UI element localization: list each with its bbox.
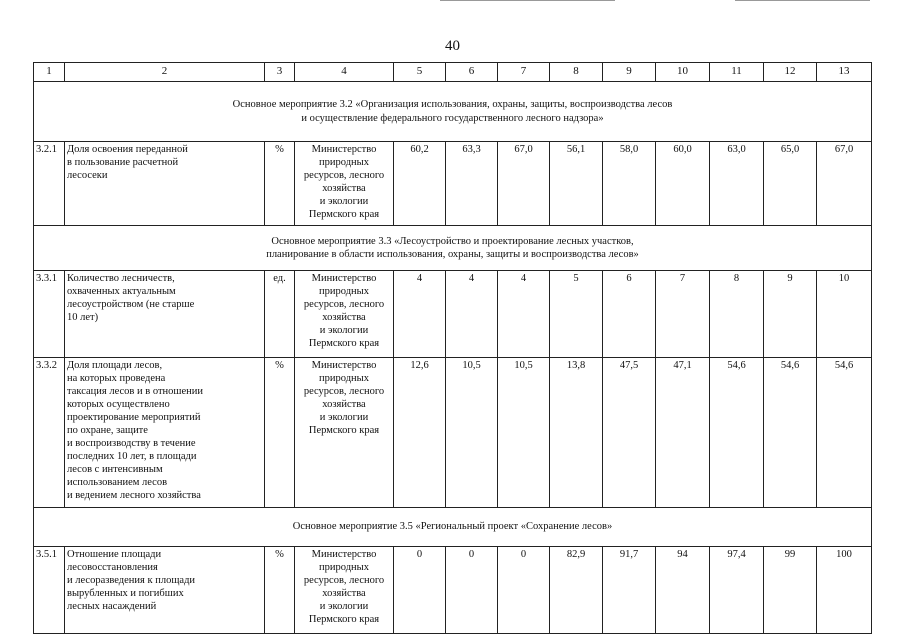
value-cell: 5 xyxy=(550,271,603,358)
value-cell: 4 xyxy=(394,271,446,358)
indicator-name-line: лесовосстановления xyxy=(67,562,158,574)
value-cell: 99 xyxy=(764,547,817,634)
responsible-line: ресурсов, лесного xyxy=(303,299,385,311)
indicator-name-line: в пользование расчетной xyxy=(67,157,179,169)
responsible xyxy=(295,547,394,634)
indicator-name-line: лесоустройством (не старше xyxy=(67,299,195,311)
responsible-line: ресурсов, лесного xyxy=(303,575,385,587)
indicator-name-line: на которых проведена xyxy=(67,373,166,385)
indicator-name-line: которых осуществлено xyxy=(67,399,170,411)
indicator-name xyxy=(65,142,265,226)
column-header: 1 xyxy=(34,63,65,82)
responsible-line: Пермского края xyxy=(308,338,380,350)
value-cell: 58,0 xyxy=(603,142,656,226)
unit: % xyxy=(265,142,295,226)
table-row xyxy=(34,358,872,508)
indicator-name-line: использованием лесов xyxy=(67,477,168,489)
responsible-line: и экологии xyxy=(319,325,369,337)
responsible-line: хозяйства xyxy=(322,312,366,324)
responsible-line: природных xyxy=(319,286,369,298)
indicator-name-line: Доля освоения переданной xyxy=(67,144,188,155)
responsible-line: природных xyxy=(319,373,369,385)
responsible-line: хозяйства xyxy=(322,183,366,195)
indicator-name-line: лесных насаждений xyxy=(67,601,157,613)
section-row xyxy=(34,82,872,142)
value-cell: 65,0 xyxy=(764,142,817,226)
responsible-line: и экологии xyxy=(319,412,369,424)
responsible-line: Министерство xyxy=(311,360,377,371)
value-cell: 7 xyxy=(656,271,710,358)
indicator-name-line: таксация лесов и в отношении xyxy=(67,386,204,398)
value-cell: 0 xyxy=(446,547,498,634)
column-header: 10 xyxy=(656,63,710,82)
value-cell: 9 xyxy=(764,271,817,358)
section-title xyxy=(34,82,872,142)
value-cell: 8 xyxy=(710,271,764,358)
table-row xyxy=(34,142,872,226)
indicator-name-line: Количество лесничеств, xyxy=(67,273,175,284)
table-row xyxy=(34,547,872,634)
value-cell: 47,1 xyxy=(656,358,710,508)
value-cell: 54,6 xyxy=(710,358,764,508)
column-header: 5 xyxy=(394,63,446,82)
responsible-line: ресурсов, лесного xyxy=(303,170,385,182)
responsible-line: и экологии xyxy=(319,601,369,613)
value-cell: 67,0 xyxy=(817,142,872,226)
value-cell: 4 xyxy=(498,271,550,358)
row-number: 3.5.1 xyxy=(34,547,65,634)
section-title xyxy=(34,226,872,271)
section-row xyxy=(34,226,872,271)
value-cell: 54,6 xyxy=(817,358,872,508)
value-cell: 10,5 xyxy=(446,358,498,508)
indicator-name-line: по охране, защите xyxy=(67,425,148,437)
responsible-line: природных xyxy=(319,157,369,169)
value-cell: 47,5 xyxy=(603,358,656,508)
responsible xyxy=(295,358,394,508)
section-title-line: планирование в области использования, охраны, защиты и воспроизводства лесов» xyxy=(266,249,639,260)
section-row xyxy=(34,508,872,547)
responsible-line: Министерство xyxy=(311,144,377,155)
section-title-line: Основное мероприятие 3.3 «Лесоустройство и проектирование лесных участков, xyxy=(271,235,634,247)
value-cell: 12,6 xyxy=(394,358,446,508)
responsible-line: хозяйства xyxy=(322,588,366,600)
section-title xyxy=(34,508,872,547)
value-cell: 54,6 xyxy=(764,358,817,508)
value-cell: 10,5 xyxy=(498,358,550,508)
column-header: 9 xyxy=(603,63,656,82)
value-cell: 60,0 xyxy=(656,142,710,226)
value-cell: 6 xyxy=(603,271,656,358)
top-edge-line-left xyxy=(440,0,615,1)
value-cell: 97,4 xyxy=(710,547,764,634)
responsible-line: ресурсов, лесного xyxy=(303,386,385,398)
responsible-line: Пермского края xyxy=(308,209,380,221)
indicator-name-line: охваченных актуальным xyxy=(67,286,176,298)
value-cell: 82,9 xyxy=(550,547,603,634)
indicator-name-line: и ведением лесного хозяйства xyxy=(67,490,201,502)
page-number: 40 xyxy=(445,38,460,54)
value-cell: 10 xyxy=(817,271,872,358)
column-header: 11 xyxy=(710,63,764,82)
responsible-line: природных xyxy=(319,562,369,574)
value-cell: 0 xyxy=(394,547,446,634)
indicator-name-line: Доля площади лесов, xyxy=(67,360,163,371)
column-header: 8 xyxy=(550,63,603,82)
column-header: 2 xyxy=(65,63,265,82)
row-number: 3.3.1 xyxy=(34,271,65,358)
indicator-name-line: последних 10 лет, в площади xyxy=(67,451,197,463)
responsible-line: Министерство xyxy=(311,273,377,284)
indicator-name-line: Отношение площади xyxy=(67,549,162,560)
responsible-line: хозяйства xyxy=(322,399,366,411)
value-cell: 100 xyxy=(817,547,872,634)
section-title-line: Основное мероприятие 3.5 «Региональный проект «Сохранение лесов» xyxy=(292,521,613,533)
value-cell: 94 xyxy=(656,547,710,634)
unit: % xyxy=(265,358,295,508)
indicator-name xyxy=(65,358,265,508)
value-cell: 63,3 xyxy=(446,142,498,226)
responsible-line: Министерство xyxy=(311,549,377,560)
indicator-name-line: лесосеки xyxy=(67,170,108,182)
value-cell: 60,2 xyxy=(394,142,446,226)
responsible-line: Пермского края xyxy=(308,425,380,437)
value-cell: 56,1 xyxy=(550,142,603,226)
indicator-name-line: и лесоразведения к площади xyxy=(67,575,196,587)
indicator-name xyxy=(65,547,265,634)
section-title-line: и осуществление федерального государственного лесного надзора» xyxy=(301,112,604,124)
responsible xyxy=(295,271,394,358)
responsible-line: Пермского края xyxy=(308,614,380,626)
value-cell: 4 xyxy=(446,271,498,358)
header-row xyxy=(34,63,872,82)
value-cell: 91,7 xyxy=(603,547,656,634)
row-number: 3.3.2 xyxy=(34,358,65,508)
value-cell: 0 xyxy=(498,547,550,634)
indicator-name-line: проектирование мероприятий xyxy=(67,412,201,424)
column-header: 12 xyxy=(764,63,817,82)
indicator-name-line: вырубленных и погибших xyxy=(67,588,184,600)
column-header: 3 xyxy=(265,63,295,82)
unit: ед. xyxy=(265,271,295,358)
responsible-line: и экологии xyxy=(319,196,369,208)
value-cell: 67,0 xyxy=(498,142,550,226)
indicator-name-line: лесов с интенсивным xyxy=(67,464,163,476)
row-number: 3.2.1 xyxy=(34,142,65,226)
section-title-line: Основное мероприятие 3.2 «Организация использования, охраны, защиты, воспроизводства лесов xyxy=(232,99,673,111)
top-edge-line-right xyxy=(735,0,870,1)
table-row xyxy=(34,271,872,358)
table-body xyxy=(34,63,872,634)
indicator-name-line: 10 лет) xyxy=(67,312,99,324)
value-cell: 13,8 xyxy=(550,358,603,508)
indicators-table xyxy=(33,62,872,634)
responsible xyxy=(295,142,394,226)
unit: % xyxy=(265,547,295,634)
value-cell: 63,0 xyxy=(710,142,764,226)
indicator-name xyxy=(65,271,265,358)
column-header: 7 xyxy=(498,63,550,82)
column-header: 4 xyxy=(295,63,394,82)
column-header: 13 xyxy=(817,63,872,82)
column-header: 6 xyxy=(446,63,498,82)
indicator-name-line: и воспроизводству в течение xyxy=(67,438,196,450)
